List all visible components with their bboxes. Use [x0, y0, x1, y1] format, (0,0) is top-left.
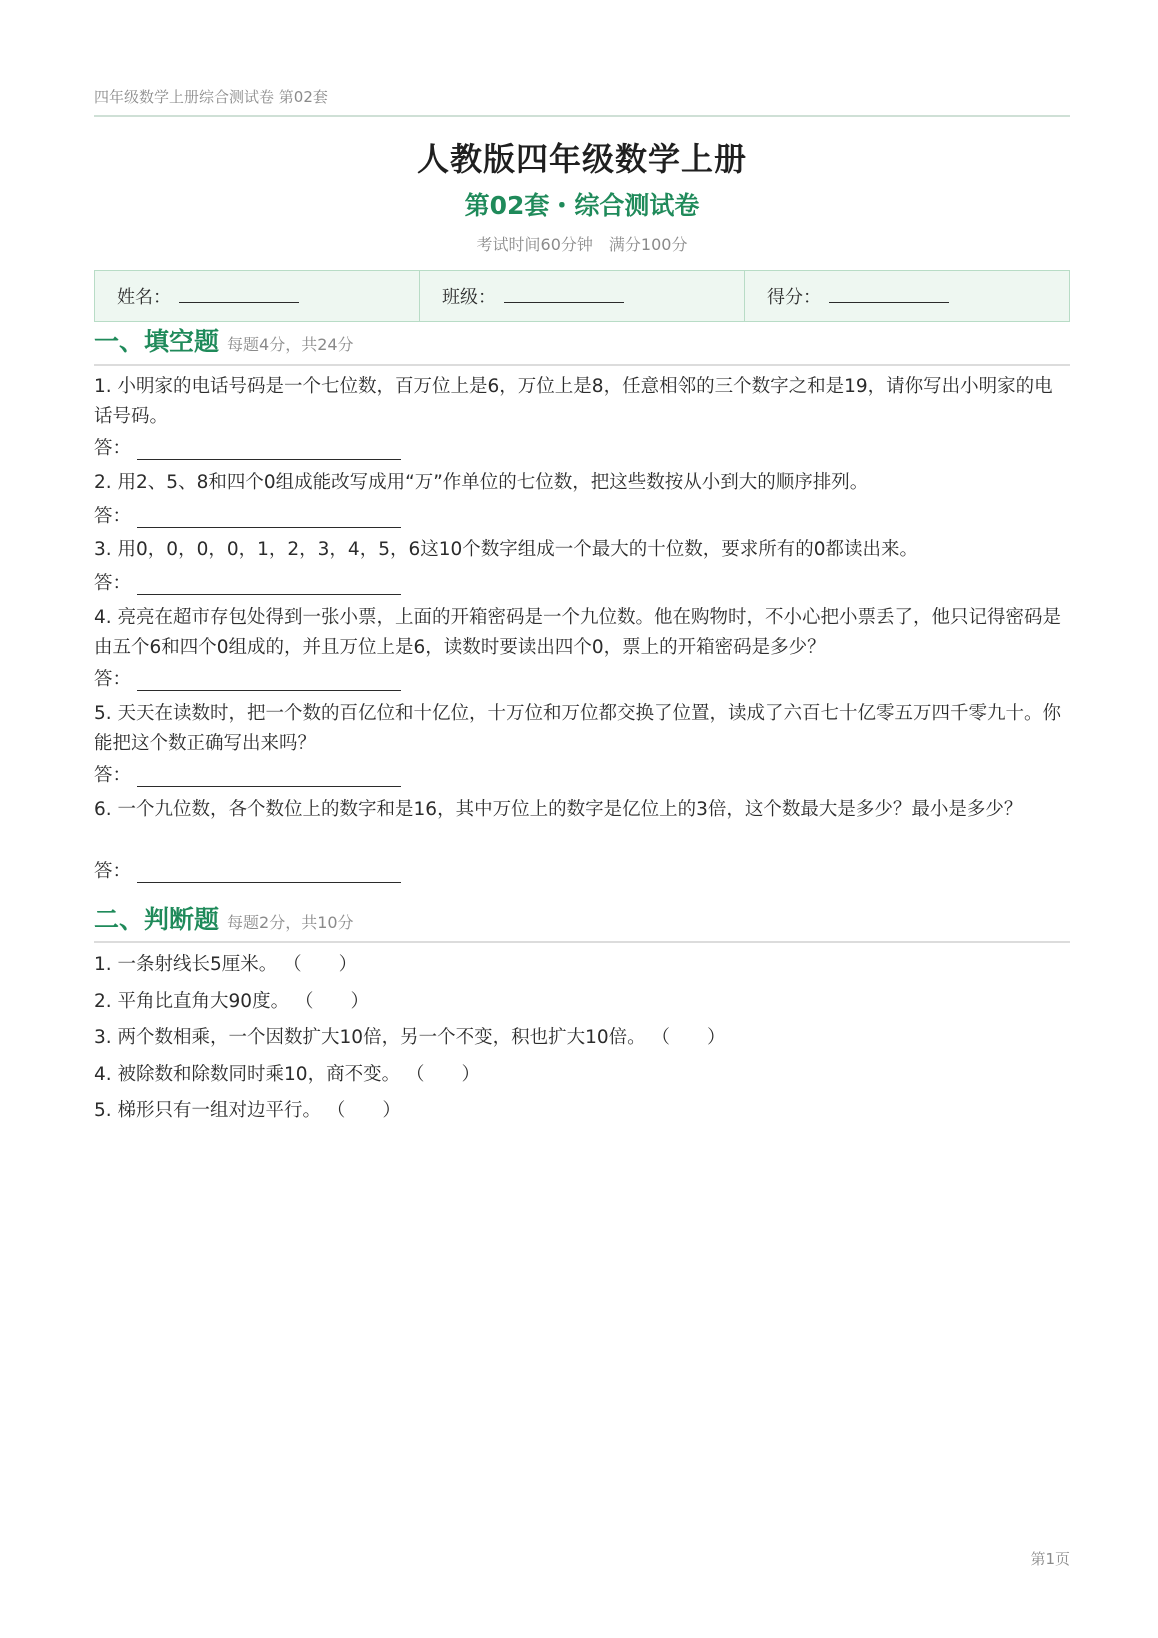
running-header: 四年级数学上册综合测试卷 第02套 [94, 88, 328, 106]
score-blank [829, 301, 949, 303]
fill-question-3: 3. 用0，0，0，0，1，2，3，4，5，6这10个数字组成一个最大的十位数，要求所有的0都读出来。 [94, 539, 919, 560]
judge-question-5: 5. 梯形只有一组对边平行。 （ ） [94, 1100, 401, 1121]
answer-blank [137, 509, 401, 528]
section1-heading [94, 322, 1070, 358]
judge-question-1: 1. 一条射线长5厘米。 （ ） [94, 954, 358, 975]
page-subtitle: 第02套・综合测试卷 [464, 191, 700, 220]
answer-label: 答： [94, 861, 132, 882]
class-blank [504, 301, 624, 303]
fill-answer-2 [94, 502, 401, 528]
answer-label: 答： [94, 573, 132, 594]
name-blank [179, 301, 299, 303]
class-label: 班级： [442, 287, 496, 308]
fill-question-2: 2. 用2、5、8和四个0组成能改写成用“万”作单位的七位数，把这些数按从小到大的顺序排列。 [94, 472, 869, 493]
section1-divider [94, 364, 1070, 366]
answer-blank [137, 768, 401, 787]
fill-question-4: 4. 亮亮在超市存包处得到一张小票，上面的开箱密码是一个九位数。他在购物时，不小心把小票丢了，他只记得密码是由五个6和四个0组成的，并且万位上是6，读数时要读出四个0，票上的开箱密码是多少？ [94, 607, 1062, 658]
answer-label: 答： [94, 438, 132, 459]
fill-question-6: 6. 一个九位数，各个数位上的数字和是16，其中万位上的数字是亿位上的3倍，这个数最大是多少？最小是多少？ [94, 799, 1023, 820]
exam-info: 考试时间60分钟 满分100分 [476, 235, 688, 254]
fill-answer-1 [94, 434, 401, 460]
answer-blank [137, 672, 401, 691]
exam-page [94, 0, 1070, 1638]
fill-answer-4 [94, 665, 401, 691]
class-cell [420, 271, 745, 321]
section2-divider [94, 941, 1070, 943]
judge-question-4: 4. 被除数和除数同时乘10，商不变。 （ ） [94, 1064, 480, 1085]
answer-label: 答： [94, 506, 132, 527]
fill-answer-6 [94, 857, 401, 883]
page-title: 人教版四年级数学上册 [416, 140, 747, 178]
section2-note: 每题2分，共10分 [227, 913, 354, 932]
answer-blank [137, 576, 401, 595]
section1-title: 一、填空题 [94, 327, 220, 356]
section2-heading [94, 900, 1070, 936]
section1-note: 每题4分，共24分 [227, 335, 354, 354]
name-label: 姓名： [117, 287, 171, 308]
answer-label: 答： [94, 765, 132, 786]
fill-question-1: 1. 小明家的电话号码是一个七位数，百万位上是6，万位上是8，任意相邻的三个数字之和是19，请你写出小明家的电话号码。 [94, 376, 1053, 427]
judge-question-3: 3. 两个数相乘，一个因数扩大10倍，另一个不变，积也扩大10倍。 （ ） [94, 1027, 726, 1048]
page-number: 第1页 [1030, 1550, 1070, 1568]
student-info-table [94, 270, 1070, 322]
section2-title: 二、判断题 [94, 905, 220, 934]
score-cell [745, 271, 1069, 321]
fill-answer-5 [94, 761, 401, 787]
answer-label: 答： [94, 669, 132, 690]
judge-question-2: 2. 平角比直角大90度。 （ ） [94, 991, 369, 1012]
name-cell [95, 271, 420, 321]
answer-blank [137, 441, 401, 460]
fill-question-5: 5. 天天在读数时，把一个数的百亿位和十亿位，十万位和万位都交换了位置，读成了六百七十亿零五万四千零九十。你能把这个数正确写出来吗？ [94, 703, 1062, 754]
score-label: 得分： [767, 287, 821, 308]
answer-blank [137, 864, 401, 883]
fill-answer-3 [94, 569, 401, 595]
header-divider [94, 115, 1070, 117]
